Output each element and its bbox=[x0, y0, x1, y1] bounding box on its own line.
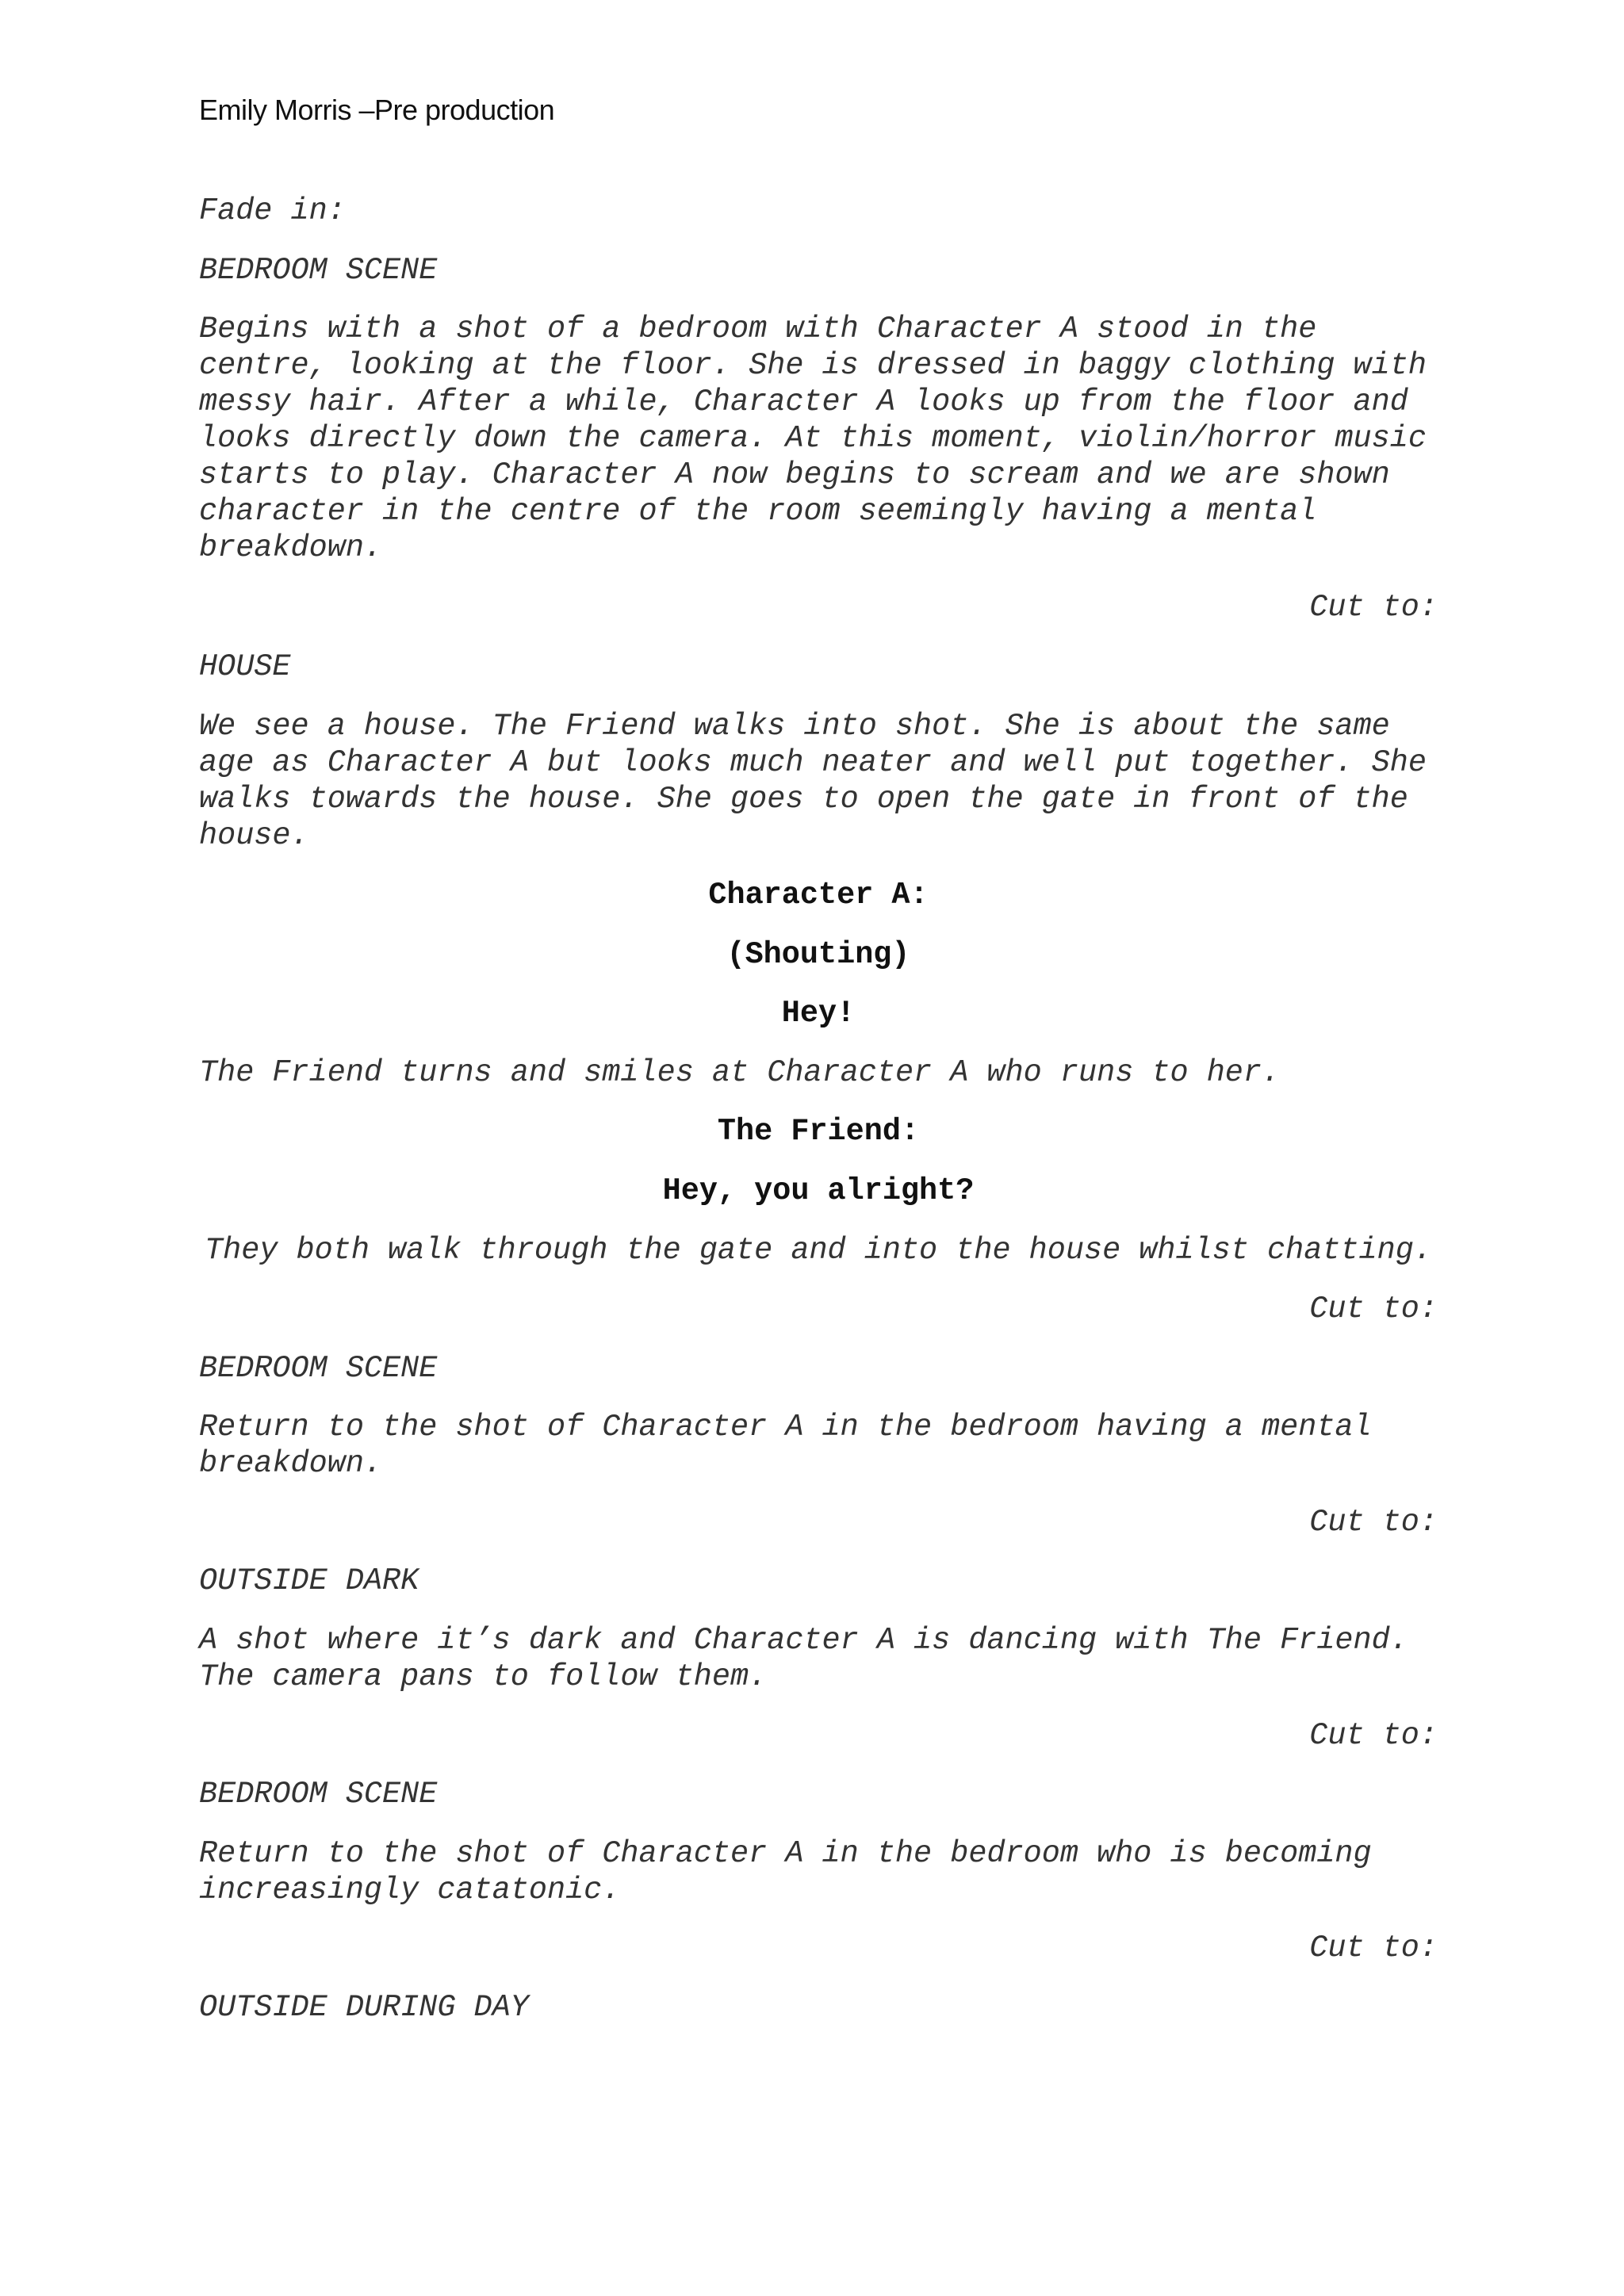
transition-cut-to-4: Cut to: bbox=[1309, 1718, 1438, 1753]
dialogue-line-hey: Hey! bbox=[781, 996, 856, 1031]
action-line: Return to the shot of Character A in the bedroom who is becoming bbox=[199, 1836, 1372, 1871]
action-line: breakdown. bbox=[199, 1446, 383, 1481]
dialogue-line-alright: Hey, you alright? bbox=[662, 1173, 975, 1208]
action-line: house. bbox=[199, 818, 309, 853]
action-line: character in the centre of the room seemingly having a mental bbox=[199, 494, 1317, 529]
action-line: age as Character A but looks much neater and well put together. She bbox=[199, 745, 1427, 780]
scene-heading-bedroom-3: BEDROOM SCENE bbox=[199, 1777, 438, 1812]
action-line: increasingly catatonic. bbox=[199, 1873, 621, 1908]
action-line: centre, looking at the floor. She is dressed in baggy clothing with bbox=[199, 348, 1427, 383]
action-line: Begins with a shot of a bedroom with Character A stood in the bbox=[199, 312, 1317, 346]
action-line: We see a house. The Friend walks into shot. She is about the same bbox=[199, 709, 1390, 744]
transition-cut-to-1: Cut to: bbox=[1309, 590, 1438, 625]
dialogue-character-a: Character A: bbox=[708, 878, 929, 913]
action-line: breakdown. bbox=[199, 530, 383, 565]
scene-heading-outside-day: OUTSIDE DURING DAY bbox=[199, 1990, 529, 2025]
transition-cut-to-2: Cut to: bbox=[1309, 1292, 1438, 1326]
transition-cut-to-5: Cut to: bbox=[1309, 1931, 1438, 1965]
fade-in-direction: Fade in: bbox=[199, 193, 346, 228]
transition-cut-to-3: Cut to: bbox=[1309, 1505, 1438, 1540]
scene-heading-bedroom-2: BEDROOM SCENE bbox=[199, 1351, 438, 1386]
dialogue-parenthetical: (Shouting) bbox=[726, 937, 910, 972]
action-line: walks towards the house. She goes to open the gate in front of the bbox=[199, 782, 1408, 817]
action-line: starts to play. Character A now begins to scream and we are shown bbox=[199, 457, 1390, 492]
dialogue-the-friend: The Friend: bbox=[717, 1114, 920, 1149]
action-line: messy hair. After a while, Character A looks up from the floor and bbox=[199, 385, 1408, 419]
scene-heading-house: HOUSE bbox=[199, 649, 291, 684]
action-line: The camera pans to follow them. bbox=[199, 1659, 768, 1694]
scene-heading-outside-dark: OUTSIDE DARK bbox=[199, 1563, 419, 1598]
scene-heading-bedroom-1: BEDROOM SCENE bbox=[199, 253, 438, 288]
action-line: A shot where it’s dark and Character A is dancing with The Friend. bbox=[199, 1623, 1408, 1658]
action-line: looks directly down the camera. At this moment, violin/horror music bbox=[199, 421, 1427, 456]
action-line: Return to the shot of Character A in the bedroom having a mental bbox=[199, 1410, 1372, 1445]
action-friend-turns: The Friend turns and smiles at Character A who runs to her. bbox=[199, 1055, 1281, 1090]
action-walk-through-gate: They both walk through the gate and into the house whilst chatting. bbox=[205, 1233, 1432, 1268]
page-header: Emily Morris –Pre production bbox=[199, 94, 555, 126]
